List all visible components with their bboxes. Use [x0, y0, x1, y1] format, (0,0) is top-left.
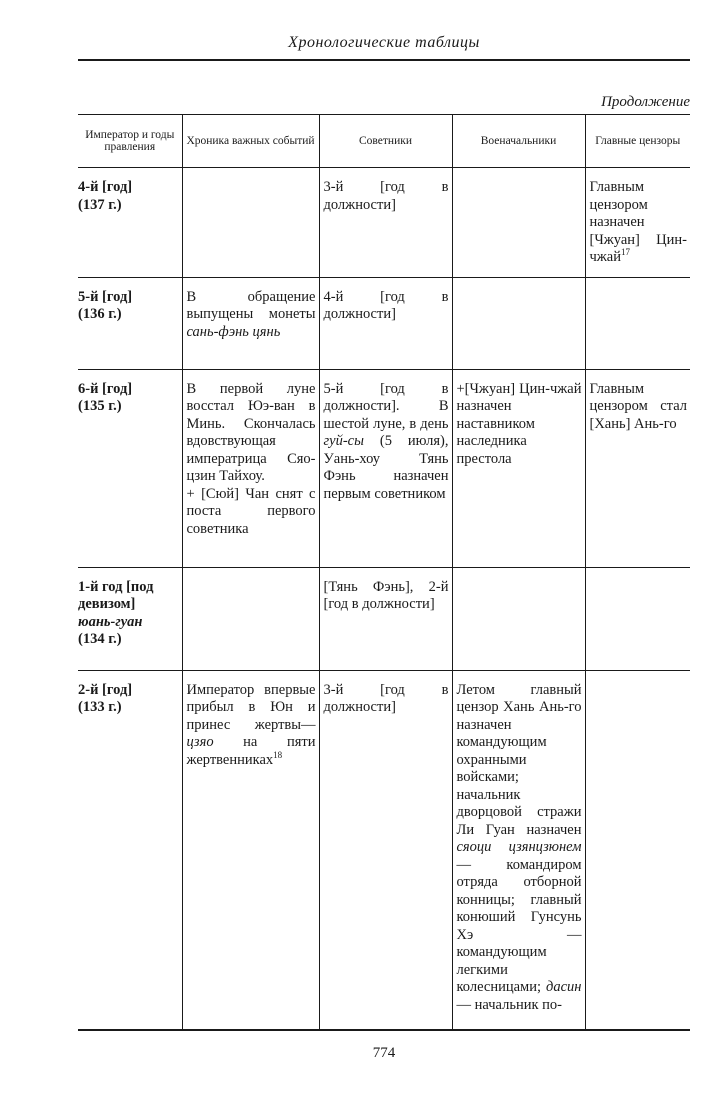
year-cell: [78, 277, 182, 369]
events-term: цзяо: [186, 734, 214, 750]
advisers-cell: 3-й [год в должности]: [319, 670, 452, 1030]
column-header-censors: Главные цензоры: [585, 115, 690, 168]
table-header-row: [78, 115, 690, 168]
year-label: 4-й [год]: [78, 179, 133, 195]
commanders-text-cont: — командиром отряда отборной конницы; главный конюший Гунсунь Хэ — командующим легкими колесницами;: [456, 856, 582, 995]
table-row: [78, 168, 690, 278]
year-cell: [78, 168, 182, 278]
table-row: [78, 277, 690, 369]
year-label: 6-й [год]: [78, 380, 133, 397]
events-text: В первой луне восстал Юэ-ван в Минь. Скончалась вдовствующая императрица Сяо-цзин Тайхоу.: [186, 380, 316, 484]
table-row: [78, 369, 690, 567]
column-header-events: Хроника важных событий: [182, 115, 319, 168]
year-cell: [78, 670, 182, 1030]
commanders-cell: [452, 567, 585, 670]
censors-cell: [585, 277, 690, 369]
advisers-cell: 3-й [год в должности]: [319, 168, 452, 278]
advisers-text: 5-й [год в должности]. В шестой луне, в день: [323, 380, 449, 432]
events-cell: [182, 567, 319, 670]
events-extra: + [Сюй] Чан снят с поста первого советника: [186, 485, 316, 537]
column-header-commanders: Военачальники: [452, 115, 585, 168]
censors-cell: [585, 670, 690, 1030]
events-cell: [182, 369, 319, 567]
commanders-term-2: дасин: [546, 979, 582, 995]
column-header-advisers: Советники: [319, 115, 452, 168]
year-label: 5-й [год]: [78, 288, 133, 305]
censors-cell: [585, 168, 690, 278]
footnote-ref: 17: [621, 247, 631, 258]
continued-label: Продолжение: [601, 94, 690, 110]
commanders-term: сяоци цзянцзюнем: [456, 839, 582, 855]
commanders-cell: [452, 168, 585, 278]
censors-text: Главным цензором назначен [Чжуан] Цин-чжай: [589, 179, 687, 265]
events-text-cont: на пяти жертвенниках: [186, 734, 316, 768]
year-label: 1-й год [под девизом]: [78, 578, 154, 612]
footnote-ref: 18: [273, 749, 283, 760]
advisers-cell: [319, 369, 452, 567]
advisers-text-cont: (5 июля), Уань-хоу Тянь Фэнь назначен первым советником: [323, 433, 449, 502]
events-cell: [182, 277, 319, 369]
running-header: Хронологические таблицы: [288, 34, 480, 51]
events-text: В обращение выпущены монеты: [186, 288, 316, 322]
year-label: 2-й [год]: [78, 681, 133, 698]
commanders-cell: [452, 670, 585, 1030]
advisers-term: гуй-сы: [323, 433, 364, 449]
year-date: (136 г.): [78, 306, 122, 322]
year-date: (135 г.): [78, 398, 122, 414]
commanders-text: Летом главный цензор Хань Ань-го назначен командующим охранными войсками; начальник дворцовой стражи Ли Гуан назначен: [456, 681, 582, 838]
commanders-text-end: — начальник по-: [456, 996, 562, 1013]
page-number: 774: [372, 1045, 396, 1061]
year-date: (137 г.): [78, 196, 122, 213]
table-row: [78, 670, 690, 1030]
year-motto: юань-гуан: [78, 613, 143, 630]
table-row: [78, 567, 690, 670]
advisers-cell: 4-й [год в должности]: [319, 277, 452, 369]
events-text: Император впервые прибыл в Юн и принес жертвы—: [186, 681, 316, 733]
events-term: сань-фэнь цянь: [186, 323, 281, 340]
events-cell: [182, 168, 319, 278]
year-cell: [78, 567, 182, 670]
column-header-emperor: Император и годы правления: [78, 115, 182, 168]
year-date: (133 г.): [78, 699, 122, 715]
header-rule: [78, 59, 690, 61]
events-cell: [182, 670, 319, 1030]
commanders-cell: +[Чжуан] Цин-чжай назначен наставником наследника престола: [452, 369, 585, 567]
year-date: (134 г.): [78, 631, 122, 647]
censors-cell: Главным цензором стал [Хань] Ань-го: [585, 369, 690, 567]
chronology-table: [78, 114, 690, 1031]
commanders-cell: [452, 277, 585, 369]
year-cell: [78, 369, 182, 567]
advisers-cell: [Тянь Фэнь], 2-й [год в должности]: [319, 567, 452, 670]
censors-cell: [585, 567, 690, 670]
